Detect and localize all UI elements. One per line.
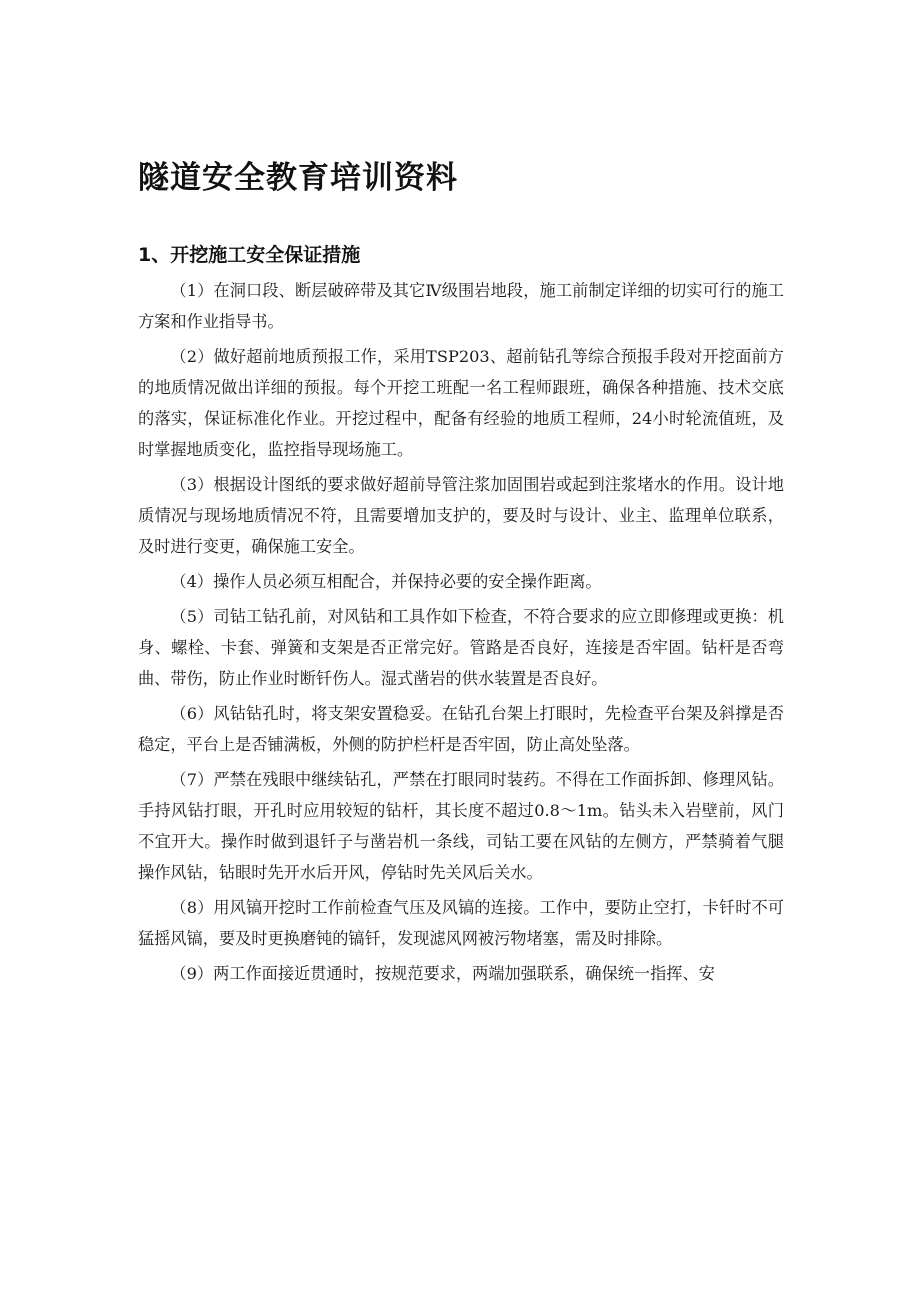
paragraph-7: （7）严禁在残眼中继续钻孔，严禁在打眼同时装药。不得在工作面拆卸、修理风钻。手持风钻打眼，开孔时应用较短的钻杆，其长度不超过0.8～1m。钻头未入岩壁前，风门不宜开大。操作时做到退钎子与凿岩机一条线，司钻工要在风钻的左侧方，严禁骑着气腿操作风钻，钻眼时先开水后开风，停钻时先关风后关水。 <box>138 770 784 882</box>
paragraph-9: （9）两工作面接近贯通时，按规范要求，两端加强联系，确保统一指挥、安 <box>170 964 715 983</box>
document-title: 隧道安全教育培训资料 <box>138 160 458 196</box>
paragraph-6: （6）风钻钻孔时，将支架安置稳妥。在钻孔台架上打眼时，先检查平台架及斜撑是否稳定，平台上是否铺满板，外侧的防护栏杆是否牢固，防止高处坠落。 <box>138 704 784 754</box>
paragraph-2: （2）做好超前地质预报工作，采用TSP203、超前钻孔等综合预报手段对开挖面前方的地质情况做出详细的预报。每个开挖工班配一名工程师跟班，确保各种措施、技术交底的落实，保证标准化作业。开挖过程中，配备有经验的地质工程师，24小时轮流值班，及时掌握地质变化，监控指导现场施工。 <box>138 347 784 459</box>
body-text <box>138 275 784 989</box>
section-heading: 1、开挖施工安全保证措施 <box>138 244 361 266</box>
paragraph-5: （5）司钻工钻孔前，对风钻和工具作如下检查，不符合要求的应立即修理或更换：机身、螺栓、卡套、弹簧和支架是否正常完好。管路是否良好，连接是否牢固。钻杆是否弯曲、带伤，防止作业时断钎伤人。湿式凿岩的供水装置是否良好。 <box>138 607 784 688</box>
paragraph-1: （1）在洞口段、断层破碎带及其它Ⅳ级围岩地段，施工前制定详细的切实可行的施工方案和作业指导书。 <box>138 281 784 331</box>
paragraph-8: （8）用风镐开挖时工作前检查气压及风镐的连接。工作中，要防止空打，卡钎时不可猛摇风镐，要及时更换磨钝的镐钎，发现滤风网被污物堵塞，需及时排除。 <box>138 898 784 948</box>
paragraph-4: （4）操作人员必须互相配合，并保持必要的安全操作距离。 <box>170 572 602 591</box>
paragraph-3: （3）根据设计图纸的要求做好超前导管注浆加固围岩或起到注浆堵水的作用。设计地质情况与现场地质情况不符，且需要增加支护的，要及时与设计、业主、监理单位联系，及时进行变更，确保施工安全。 <box>138 475 784 556</box>
